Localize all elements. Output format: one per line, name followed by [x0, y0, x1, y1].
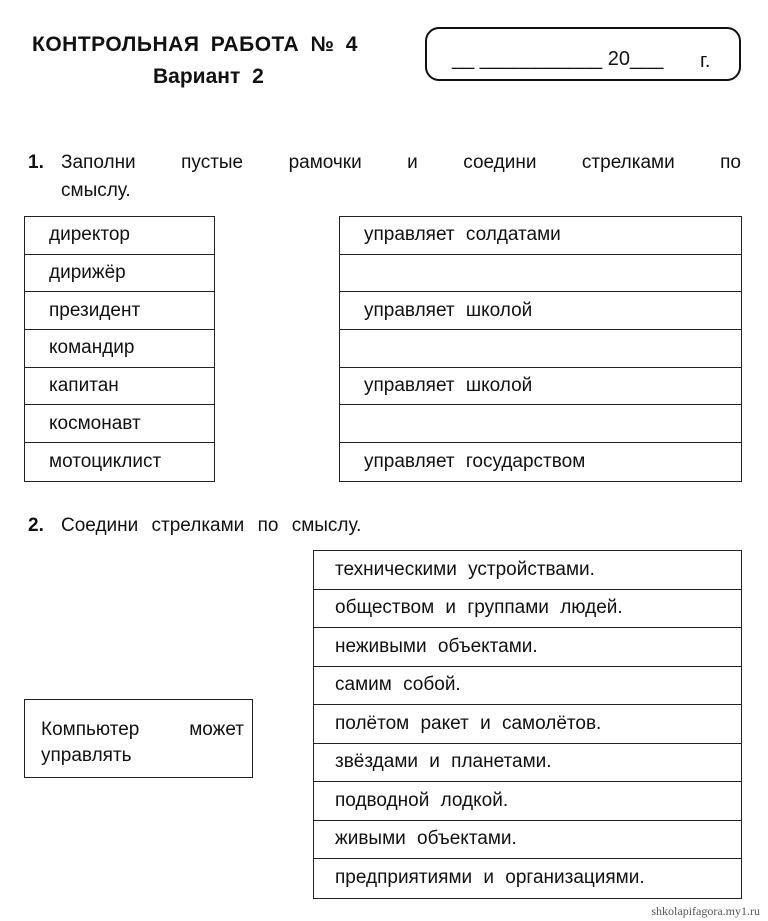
profession-item: мотоциклист	[49, 450, 162, 472]
profession-item: космонавт	[25, 405, 214, 443]
option-item[interactable]: полётом ракет и самолётов.	[314, 705, 741, 744]
professions-table	[24, 216, 215, 482]
duty-blank[interactable]	[340, 330, 741, 368]
option-item[interactable]: самим собой.	[314, 667, 741, 706]
task1-instruction-line2: смыслу.	[61, 180, 131, 201]
manage-word: управлять	[41, 745, 132, 766]
year-suffix: г.	[700, 50, 711, 72]
task2-number: 2.	[28, 515, 44, 536]
duty-item: управляет школой	[340, 368, 741, 406]
duties-table	[339, 216, 742, 482]
option-item[interactable]: живыми объектами.	[314, 821, 741, 860]
task2-instruction: Соедини стрелками по смыслу.	[61, 515, 362, 536]
duty-item: управляет школой	[340, 292, 741, 330]
option-item[interactable]: неживыми объектами.	[314, 628, 741, 667]
option-item[interactable]: звёздами и планетами.	[314, 744, 741, 783]
duty-blank[interactable]	[340, 405, 741, 443]
options-table	[313, 550, 742, 899]
duty-blank[interactable]	[340, 255, 741, 293]
option-item[interactable]: обществом и группами людей.	[314, 590, 741, 629]
watermark: shkolapifagora.my1.ru	[651, 904, 760, 918]
profession-item: дирижёр	[25, 255, 214, 293]
option-item[interactable]: техническими устройствами.	[314, 551, 741, 590]
task1-number: 1.	[28, 152, 44, 173]
profession-item: капитан	[25, 368, 214, 406]
profession-item: командир	[25, 330, 214, 368]
option-item[interactable]: подводной лодкой.	[314, 782, 741, 821]
date-field[interactable]: __ ___________ 20___	[452, 48, 664, 70]
option-item[interactable]: предприятиями и организациями.	[335, 867, 645, 889]
task1-instruction-line1: Заполни пустые рамочки и соедини стрелками по	[61, 152, 741, 173]
duty-item: управляет солдатами	[340, 217, 741, 255]
profession-item: директор	[25, 217, 214, 255]
computer-can-manage-box	[24, 699, 253, 778]
profession-item: президент	[25, 292, 214, 330]
variant-label: Вариант 2	[153, 65, 264, 88]
page-title: КОНТРОЛЬНАЯ РАБОТА № 4	[32, 33, 358, 56]
computer-word: Компьютер	[41, 719, 140, 740]
duty-item: управляет государством	[364, 450, 586, 472]
can-word: может	[189, 719, 244, 740]
